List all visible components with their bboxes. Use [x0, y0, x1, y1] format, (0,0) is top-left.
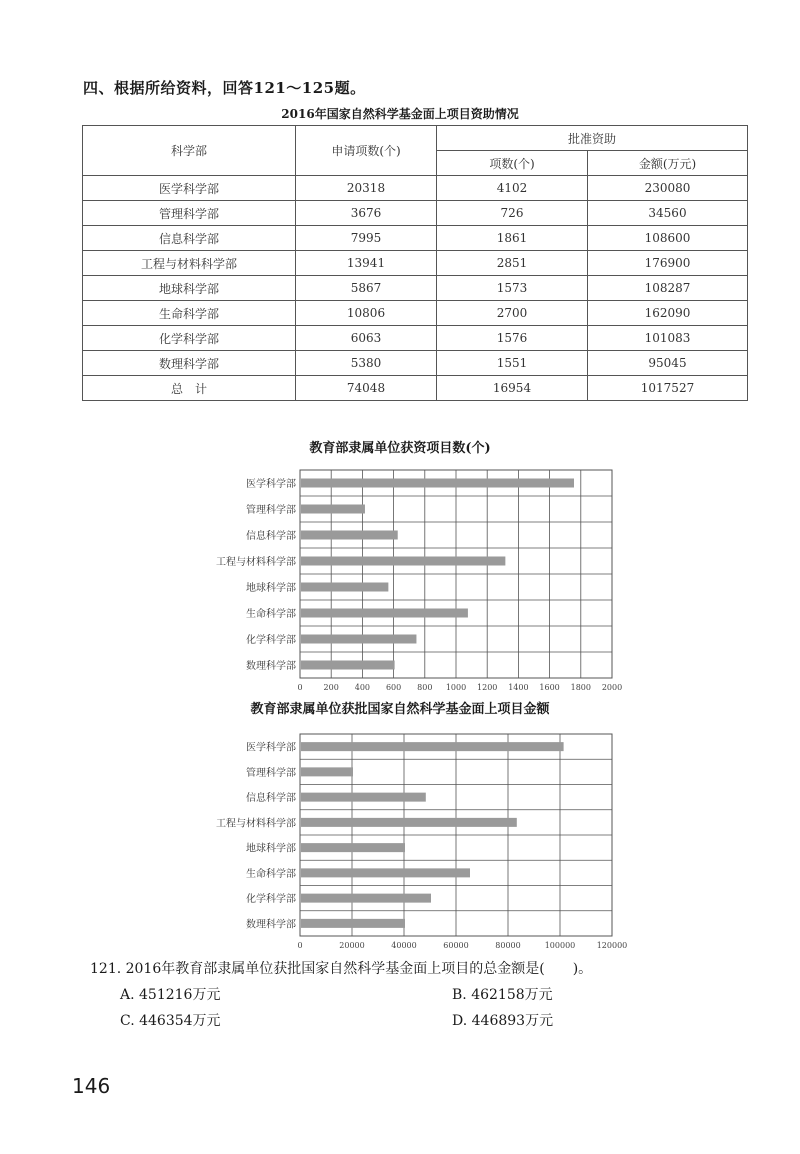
- table-title: 2016年国家自然科学基金面上项目资助情况: [281, 107, 519, 121]
- option-d[interactable]: D. 446893万元: [452, 1013, 554, 1029]
- category-label: 地球科学部: [246, 583, 296, 594]
- table-row: [83, 326, 748, 351]
- category-label: 管理科学部: [246, 505, 296, 516]
- x-tick-label: 20000: [339, 941, 365, 950]
- bar: [301, 583, 388, 592]
- cell-amount: 1017527: [588, 376, 748, 401]
- cell-applied: 10806: [296, 301, 437, 326]
- cell-applied: 6063: [296, 326, 437, 351]
- bar: [301, 531, 398, 540]
- bar: [301, 635, 416, 644]
- x-tick-label: 1200: [477, 683, 498, 692]
- cell-dept: 管理科学部: [83, 201, 296, 226]
- x-tick-label: 60000: [443, 941, 469, 950]
- x-tick-label: 400: [354, 683, 371, 692]
- bar: [301, 919, 405, 928]
- category-label: 医学科学部: [246, 742, 296, 754]
- table-row: [83, 176, 748, 201]
- x-tick-label: 800: [417, 683, 433, 692]
- chart1-title: 教育部隶属单位获资项目数(个): [309, 441, 491, 456]
- cell-applied: 5380: [296, 351, 437, 376]
- cell-count: 1551: [437, 351, 588, 376]
- cell-count: 726: [437, 201, 588, 226]
- x-tick-label: 1400: [508, 683, 529, 692]
- bar: [301, 505, 365, 514]
- cell-amount: 101083: [588, 326, 748, 351]
- bar: [301, 661, 395, 670]
- bar: [301, 557, 505, 566]
- header-approved: 批准资助: [437, 126, 748, 151]
- bar: [301, 609, 468, 618]
- funding-amount-chart: [200, 724, 640, 954]
- cell-amount: 108287: [588, 276, 748, 301]
- category-label: 工程与材料科学部: [216, 557, 296, 568]
- x-tick-label: 1600: [539, 683, 560, 692]
- x-tick-label: 0: [297, 941, 303, 950]
- header-dept: 科学部: [83, 126, 296, 176]
- x-tick-label: 200: [323, 683, 339, 692]
- category-label: 信息科学部: [246, 793, 296, 805]
- cell-amount: 176900: [588, 251, 748, 276]
- cell-amount: 162090: [588, 301, 748, 326]
- cell-dept: 化学科学部: [83, 326, 296, 351]
- cell-dept: 总 计: [83, 376, 296, 401]
- category-label: 生命科学部: [246, 868, 296, 880]
- category-label: 化学科学部: [246, 635, 296, 646]
- cell-applied: 3676: [296, 201, 437, 226]
- cell-count: 4102: [437, 176, 588, 201]
- category-label: 信息科学部: [246, 531, 296, 542]
- bar: [301, 843, 405, 852]
- cell-applied: 74048: [296, 376, 437, 401]
- bar: [301, 479, 574, 488]
- option-c[interactable]: C. 446354万元: [120, 1013, 221, 1029]
- cell-applied: 5867: [296, 276, 437, 301]
- table-row: [83, 201, 748, 226]
- option-a[interactable]: A. 451216万元: [120, 987, 221, 1003]
- bar: [301, 868, 470, 877]
- cell-count: 1576: [437, 326, 588, 351]
- page-number: 146: [72, 1074, 111, 1098]
- category-label: 化学科学部: [246, 894, 296, 906]
- cell-applied: 20318: [296, 176, 437, 201]
- table-row: [83, 351, 748, 376]
- cell-amount: 95045: [588, 351, 748, 376]
- x-tick-label: 40000: [391, 941, 417, 950]
- table-row: [83, 251, 748, 276]
- x-tick-label: 600: [385, 683, 402, 692]
- bar: [301, 767, 353, 776]
- chart2-title: 教育部隶属单位获批国家自然科学基金面上项目金额: [250, 702, 550, 717]
- cell-count: 2700: [437, 301, 588, 326]
- x-tick-label: 1000: [445, 683, 467, 692]
- x-tick-label: 100000: [544, 941, 576, 950]
- category-label: 生命科学部: [246, 609, 296, 620]
- table-row: [83, 226, 748, 251]
- bar: [301, 818, 517, 827]
- cell-count: 16954: [437, 376, 588, 401]
- cell-dept: 生命科学部: [83, 301, 296, 326]
- cell-dept: 信息科学部: [83, 226, 296, 251]
- section-intro: 四、根据所给资料，回答121～125题。: [83, 79, 366, 97]
- cell-dept: 医学科学部: [83, 176, 296, 201]
- cell-amount: 34560: [588, 201, 748, 226]
- cell-applied: 7995: [296, 226, 437, 251]
- bar: [301, 793, 426, 802]
- x-tick-label: 120000: [596, 941, 628, 950]
- header-amount: 金额(万元): [588, 151, 748, 176]
- header-applied: 申请项数(个): [296, 126, 437, 176]
- table-row: [83, 301, 748, 326]
- cell-applied: 13941: [296, 251, 437, 276]
- category-label: 工程与材料科学部: [216, 818, 296, 830]
- x-tick-label: 0: [297, 683, 303, 692]
- category-label: 医学科学部: [246, 479, 296, 490]
- cell-count: 2851: [437, 251, 588, 276]
- table-row: [83, 376, 748, 401]
- cell-amount: 108600: [588, 226, 748, 251]
- cell-dept: 数理科学部: [83, 351, 296, 376]
- bar: [301, 894, 431, 903]
- cell-count: 1573: [437, 276, 588, 301]
- option-b[interactable]: B. 462158万元: [452, 987, 553, 1003]
- cell-count: 1861: [437, 226, 588, 251]
- question-121: 121. 2016年教育部隶属单位获批国家自然科学基金面上项目的总金额是( )。: [90, 961, 593, 977]
- funding-table: [82, 125, 748, 401]
- x-tick-label: 1800: [570, 683, 591, 692]
- category-label: 数理科学部: [246, 919, 296, 931]
- category-label: 地球科学部: [246, 843, 296, 855]
- x-tick-label: 80000: [495, 941, 521, 950]
- cell-amount: 230080: [588, 176, 748, 201]
- table-row: [83, 276, 748, 301]
- category-label: 管理科学部: [246, 767, 296, 779]
- cell-dept: 工程与材料科学部: [83, 251, 296, 276]
- cell-dept: 地球科学部: [83, 276, 296, 301]
- category-label: 数理科学部: [246, 661, 296, 672]
- project-count-chart: [200, 462, 630, 694]
- header-count: 项数(个): [437, 151, 588, 176]
- x-tick-label: 2000: [601, 683, 623, 692]
- bar: [301, 742, 564, 751]
